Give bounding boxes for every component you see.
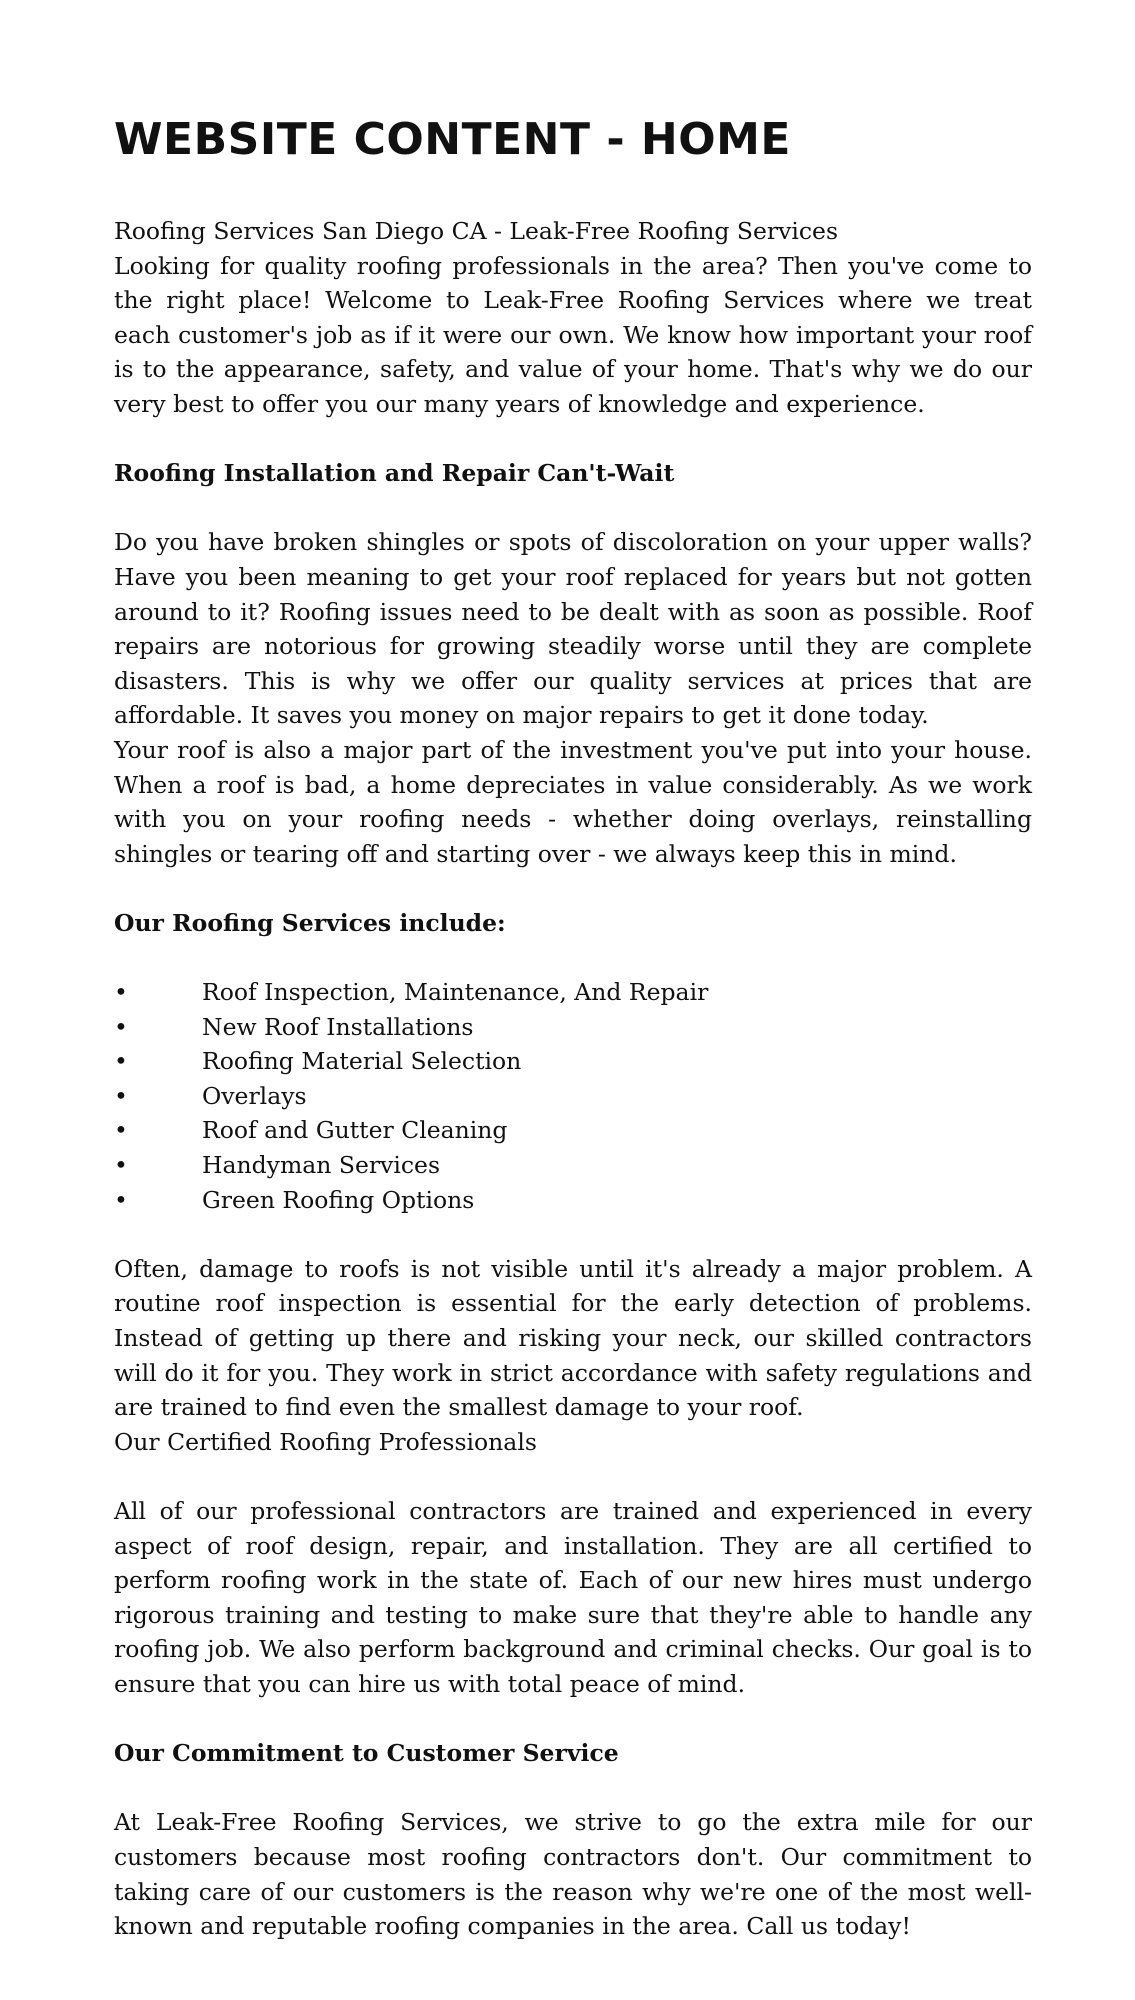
services-list (114, 975, 1032, 1217)
list-item-label: Handyman Services (202, 1151, 441, 1180)
list-item-label: Roof and Gutter Cleaning (202, 1116, 508, 1145)
spacer (114, 422, 1032, 457)
bullet-icon: • (114, 1012, 128, 1041)
bullet-icon: • (114, 1081, 128, 1110)
spacer (114, 491, 1032, 526)
list-item-label: Roof Inspection, Maintenance, And Repair (202, 978, 709, 1007)
list-item-label: Green Roofing Options (202, 1185, 475, 1214)
installation-heading: Roofing Installation and Repair Can't-Wait (114, 459, 675, 488)
spacer (114, 1771, 1032, 1806)
commitment-heading: Our Commitment to Customer Service (114, 1739, 619, 1768)
bullet-icon: • (114, 1116, 128, 1145)
list-item-label: Overlays (202, 1081, 307, 1110)
list-item (114, 1183, 1032, 1218)
page-title: WEBSITE CONTENT - HOME (114, 114, 791, 165)
intro-subtitle: Roofing Services San Diego CA - Leak-Free Roofing Services (114, 217, 839, 245)
document-body (114, 214, 1032, 1944)
intro-paragraph: Looking for quality roofing professionals in the area? Then you've come to the right place! Welcome to Leak-Free Roofing Services where we treat each customer's job as if it were our own. We know how important your roof is to the appearance, safety, and value of your home. That's why we do our very best to offer you our many years of knowledge and experience. (114, 251, 1032, 418)
list-item (114, 1148, 1032, 1183)
spacer (114, 1702, 1032, 1737)
services-paragraph: Often, damage to roofs is not visible until it's already a major problem. A routine roof inspection is essential for the early detection of problems. Instead of getting up there and risking your neck, our skilled contractors will do it for you. They work in strict accordance with safety regulations and are trained to find even the smallest damage to your roof. (114, 1254, 1032, 1422)
list-item (114, 1010, 1032, 1045)
certified-heading: Our Certified Roofing Professionals (114, 1427, 537, 1456)
list-item (114, 1113, 1032, 1148)
list-item (114, 1044, 1032, 1079)
services-heading: Our Roofing Services include: (114, 908, 506, 937)
list-item (114, 975, 1032, 1010)
installation-paragraph-1: Do you have broken shingles or spots of discoloration on your upper walls? Have you been meaning to get your roof replaced for years but not gotten around to it? Roofing issues need to be dealt with as soon as possible. Roof repairs are notorious for growing steadily worse until they are complete disasters. This is why we offer our quality services at prices that are affordable. It saves you money on major repairs to get it done today. (114, 528, 1032, 730)
bullet-icon: • (114, 1151, 128, 1180)
spacer (114, 871, 1032, 906)
certified-paragraph: All of our professional contractors are trained and experienced in every aspect of roof design, repair, and installation. They are all certified to perform roofing work in the state of. Each of our new hires must undergo rigorous training and testing to make sure that they're able to handle any roofing job. We also perform background and criminal checks. Our goal is to ensure that you can hire us with total peace of mind. (114, 1496, 1032, 1698)
spacer (114, 940, 1032, 975)
list-item (114, 1079, 1032, 1114)
bullet-icon: • (114, 978, 128, 1007)
spacer (114, 1217, 1032, 1252)
bullet-icon: • (114, 1185, 128, 1214)
list-item-label: New Roof Installations (202, 1012, 474, 1041)
document-page (114, 108, 1032, 1944)
list-item-label: Roofing Material Selection (202, 1047, 522, 1076)
commitment-paragraph: At Leak-Free Roofing Services, we strive to go the extra mile for our customers because most roofing contractors don't. Our commitment to taking care of our customers is the reason why we're one of the most well-known and reputable roofing companies in the area. Call us today! (114, 1808, 1032, 1941)
spacer (114, 1459, 1032, 1494)
installation-paragraph-2: Your roof is also a major part of the investment you've put into your house. When a roof is bad, a home depreciates in value considerably. As we work with you on your roofing needs - whether doing overlays, reinstalling shingles or tearing off and starting over - we always keep this in mind. (114, 735, 1032, 868)
bullet-icon: • (114, 1047, 128, 1076)
